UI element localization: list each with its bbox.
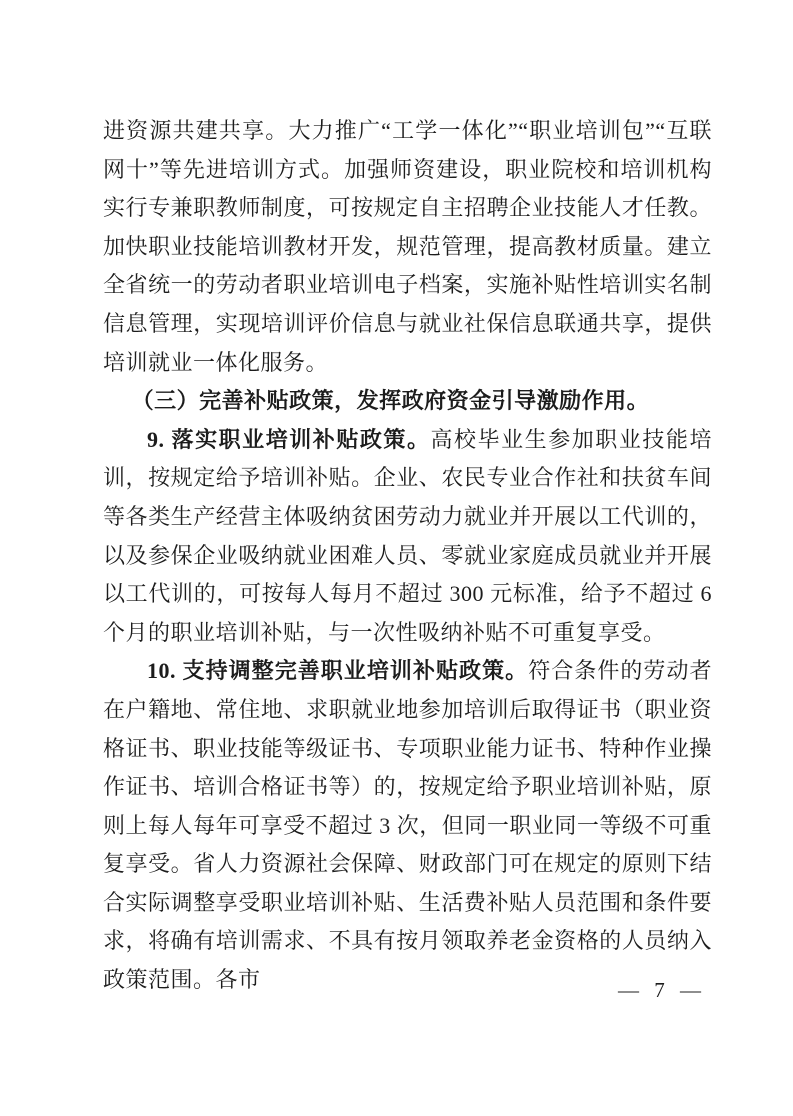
text-run: 进资源共建共享。大力推广“工学一体化”“职业培训包”“互联网十”等先进培训方式。加强师资建设，职业院校和培训机构实行专兼职教师制度，可按规定自主招聘企业技能人才任教。加快职业技能培训教材开发，规范管理，提高教材质量。建立全省统一的劳动者职业培训电子档案，实施补贴性培训实名制信息管理，实现培训评价信息与就业社保信息联通共享，提供培训就业一体化服务。: [103, 118, 712, 375]
paragraph-2: [103, 382, 712, 421]
paragraph-1: [103, 112, 712, 382]
text-run: （三）完善补贴政策，发挥政府资金引导激励作用。: [131, 388, 650, 414]
paragraph-3: [103, 421, 712, 653]
page-number: — 7 —: [618, 978, 701, 1002]
paragraph-4: [103, 652, 712, 999]
text-run: 9. 落实职业培训补贴政策。: [147, 426, 431, 452]
text-run: 10. 支持调整完善职业培训补贴政策。: [147, 658, 529, 684]
document-body: [103, 112, 712, 1000]
text-run: 高校毕业生参加职业技能培训，按规定给予培训补贴。企业、农民专业合作社和扶贫车间等各类生产经营主体吸纳贫困劳动力就业并开展以工代训的，以及参保企业吸纳就业困难人员、零就业家庭成员就业并开展以工代训的，可按每人每月不超过 300 元标准，给予不超过 6 个月的职业培训补贴，与一次性吸纳补贴不可重复享受。: [103, 426, 712, 645]
text-run: 符合条件的劳动者在户籍地、常住地、求职就业地参加培训后取得证书（职业资格证书、职业技能等级证书、专项职业能力证书、特种作业操作证书、培训合格证书等）的，按规定给予职业培训补贴，原则上每人每年可享受不超过 3 次，但同一职业同一等级不可重复享受。省人力资源社会保障、财政部门可在规定的原则下结合实际调整享受职业培训补贴、生活费补贴人员范围和条件要求，将确有培训需求、不具有按月领取养老金资格的人员纳入政策范围。各市: [103, 658, 712, 993]
